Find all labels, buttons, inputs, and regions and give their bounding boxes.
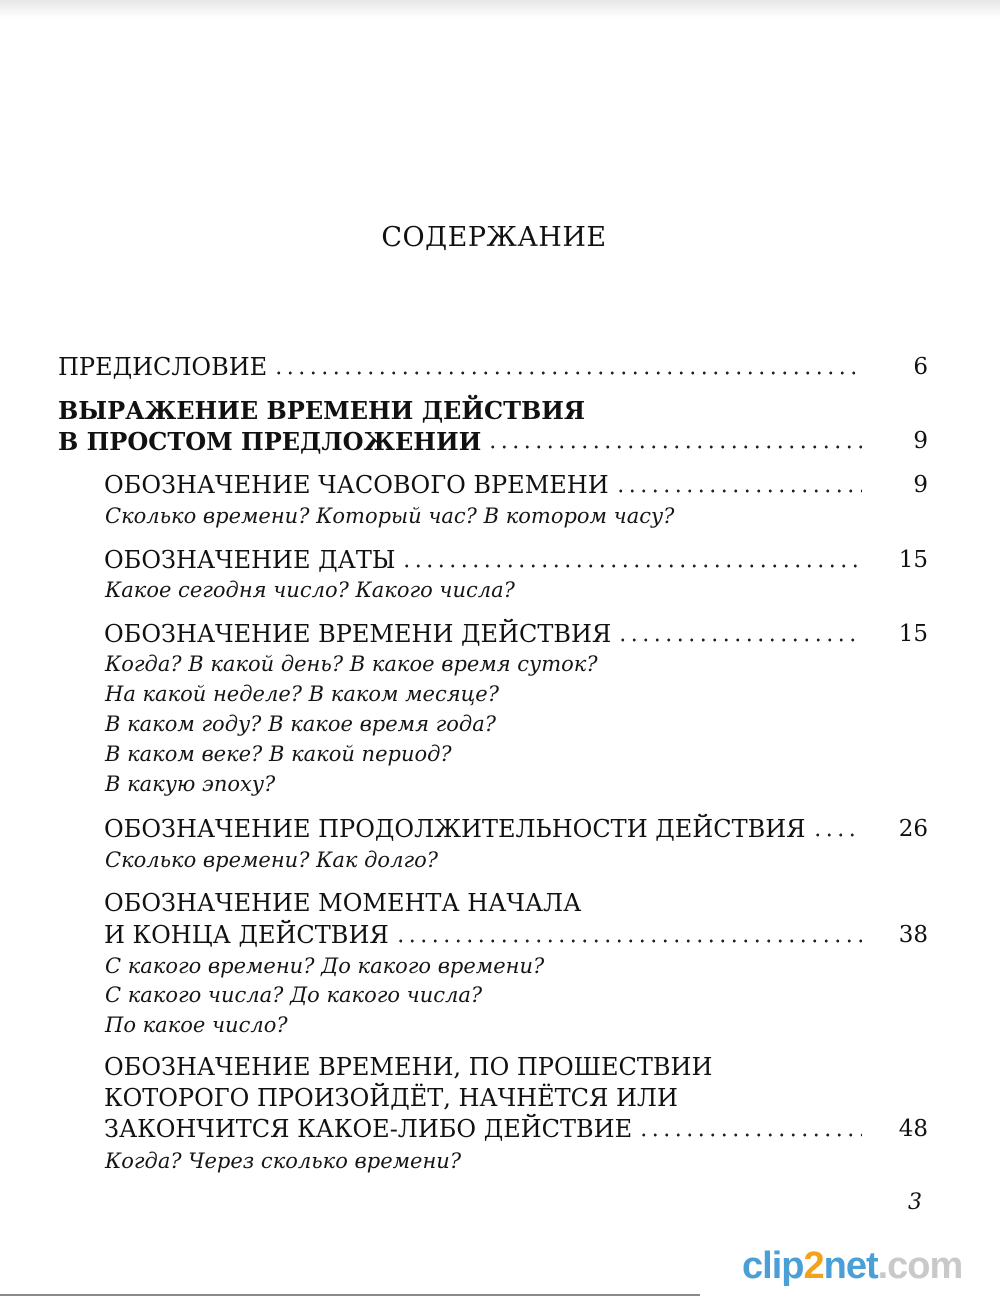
- toc-subtitle: В каком году? В какое время года?: [105, 712, 497, 736]
- toc-entry-title: ОБОЗНАЧЕНИЕ ДАТЫ: [104, 546, 396, 574]
- footer-page-number: 3: [908, 1190, 922, 1215]
- toc-page-number: 48: [898, 1116, 928, 1142]
- toc-entry-section[interactable]: [58, 426, 928, 457]
- toc-entry-action-time[interactable]: [104, 619, 928, 650]
- toc-entry-title: ЗАКОНЧИТСЯ КАКОЕ-ЛИБО ДЕЙСТВИЕ: [104, 1115, 633, 1143]
- dot-leader: [395, 938, 862, 944]
- toc-page-number: 26: [898, 816, 928, 842]
- toc-page-number: 6: [913, 354, 928, 380]
- watermark-part: net: [823, 1245, 878, 1287]
- clip2net-watermark: [742, 1245, 962, 1288]
- top-shade: [0, 0, 1000, 18]
- watermark-part: 2: [803, 1245, 824, 1287]
- toc-entry-title: КОТОРОГО ПРОИЗОЙДЁТ, НАЧНЁТСЯ ИЛИ: [104, 1084, 678, 1112]
- toc-subtitle: С какого времени? До какого времени?: [105, 954, 545, 978]
- toc-entry-duration[interactable]: [104, 814, 928, 845]
- toc-subtitle: Сколько времени? Который час? В котором часу?: [105, 504, 675, 528]
- toc-page-number: 15: [898, 547, 928, 573]
- toc-entry-clock-time[interactable]: [104, 470, 928, 501]
- bottom-rule: [0, 1294, 700, 1296]
- toc-entry-date[interactable]: [104, 545, 928, 576]
- toc-entry-title: ОБОЗНАЧЕНИЕ ВРЕМЕНИ, ПО ПРОШЕСТВИИ: [104, 1053, 713, 1081]
- toc-entry-preface[interactable]: [58, 352, 928, 383]
- toc-entry-title: ОБОЗНАЧЕНИЕ ВРЕМЕНИ ДЕЙСТВИЯ: [104, 620, 612, 648]
- watermark-part: .com: [877, 1245, 963, 1287]
- dot-leader: [401, 563, 862, 569]
- toc-entry-title: ВЫРАЖЕНИЕ ВРЕМЕНИ ДЕЙСТВИЯ: [58, 396, 586, 425]
- toc-page-number: 15: [898, 621, 928, 647]
- toc-page-number: 9: [913, 428, 928, 454]
- toc-page-number: 38: [898, 922, 928, 948]
- toc-subtitle: Какое сегодня число? Какого числа?: [105, 578, 515, 602]
- page-title: СОДЕРЖАНИЕ: [381, 222, 607, 253]
- toc-subtitle: Сколько времени? Как долго?: [105, 848, 438, 872]
- dot-leader: [487, 444, 862, 450]
- toc-entry-elapsed[interactable]: [104, 1114, 928, 1145]
- toc-entry-title: ОБОЗНАЧЕНИЕ МОМЕНТА НАЧАЛА: [104, 889, 582, 917]
- toc-subtitle: На какой неделе? В каком месяце?: [105, 682, 499, 706]
- watermark-part: clip: [742, 1245, 804, 1287]
- toc-entry-title: В ПРОСТОМ ПРЕДЛОЖЕНИИ: [58, 427, 482, 456]
- dot-leader: [617, 637, 862, 643]
- toc-subtitle: В каком веке? В какой период?: [105, 742, 452, 766]
- dot-leader: [812, 832, 862, 838]
- toc-entry-title: ОБОЗНАЧЕНИЕ ЧАСОВОГО ВРЕМЕНИ: [104, 471, 609, 499]
- toc-subtitle: В какую эпоху?: [105, 772, 276, 796]
- toc-subtitle: Когда? В какой день? В какое время суток?: [105, 652, 598, 676]
- toc-entry-start-end[interactable]: [104, 920, 928, 951]
- dot-leader: [273, 370, 862, 376]
- toc-entry-title: И КОНЦА ДЕЙСТВИЯ: [104, 921, 389, 949]
- dot-leader: [615, 488, 862, 494]
- toc-subtitle: По какое число?: [105, 1013, 288, 1037]
- dot-leader: [638, 1132, 862, 1138]
- toc-entry-title: ПРЕДИСЛОВИЕ: [58, 353, 268, 381]
- toc-page-number: 9: [913, 472, 928, 498]
- toc-subtitle: Когда? Через сколько времени?: [105, 1149, 462, 1173]
- toc-subtitle: С какого числа? До какого числа?: [105, 983, 483, 1007]
- toc-entry-title: ОБОЗНАЧЕНИЕ ПРОДОЛЖИТЕЛЬНОСТИ ДЕЙСТВИЯ: [104, 815, 806, 843]
